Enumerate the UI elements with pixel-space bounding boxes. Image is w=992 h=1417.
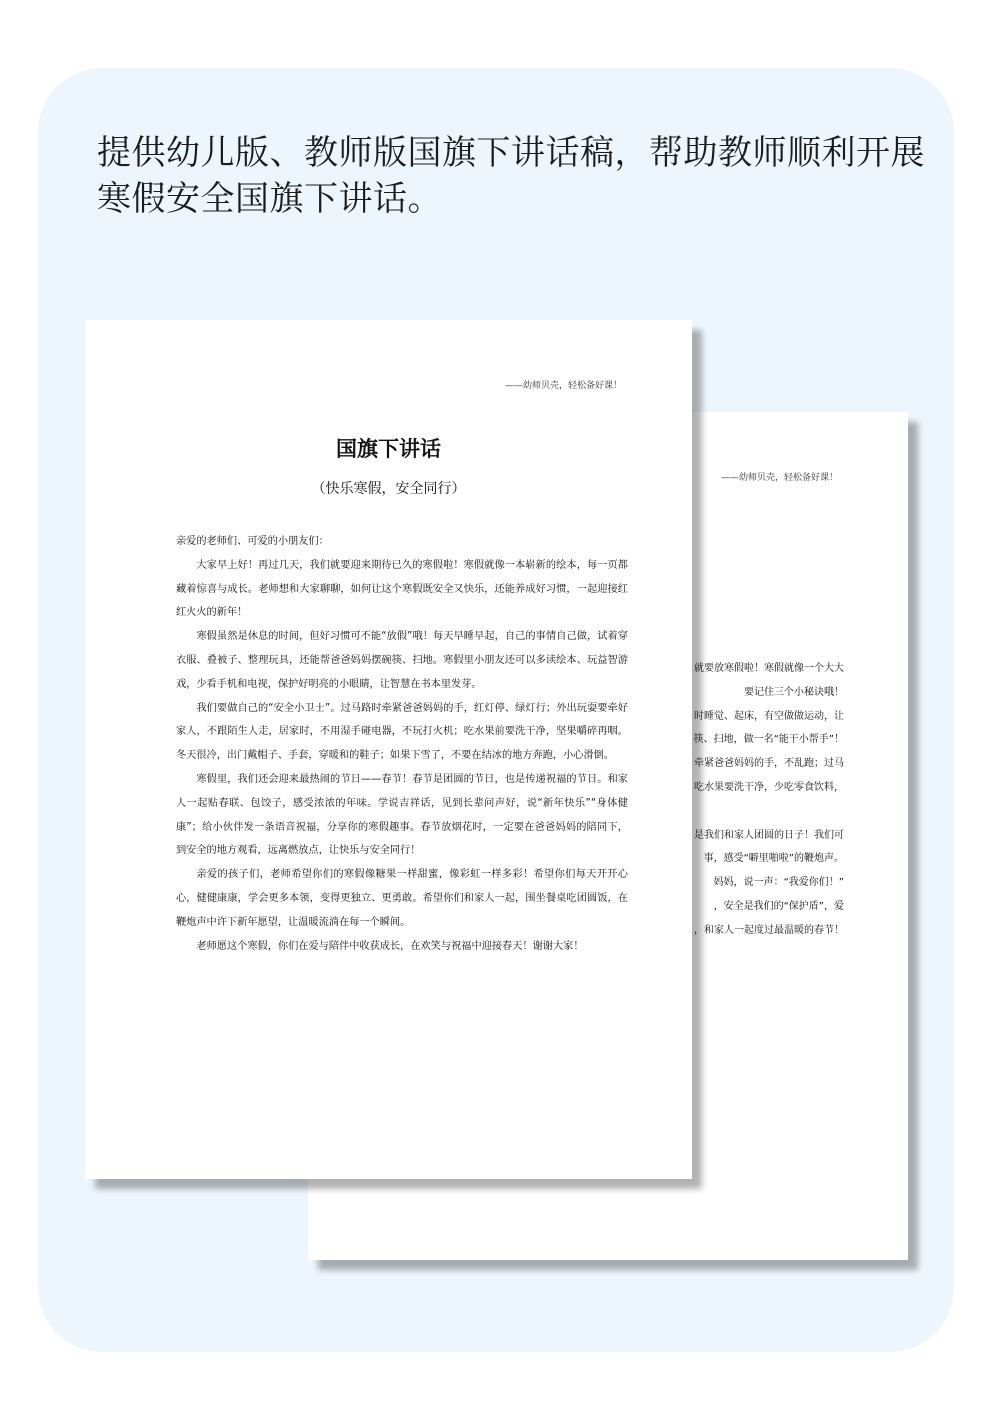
back-page-line: ，安全是我们的“保护盾”，爱 — [713, 900, 844, 912]
headline-line-2: 寒假安全国旗下讲话。 — [97, 179, 442, 219]
page-tagline: ——幼师贝壳，轻松备好课！ — [504, 381, 622, 391]
back-page-line: 是我们和家人团圆的日子！我们可 — [694, 829, 844, 841]
document-subtitle: （快乐寒假，安全同行） — [311, 481, 466, 497]
headline-line-1: 提供幼儿版、教师版国旗下讲话稿，帮助教师顺利开展 — [97, 133, 925, 173]
body-paragraph: 寒假里，我们还会迎来最热闹的节日——春节！春节是团圆的节日，也是传递祝福的节日。和家人一起贴春联、包饺子，感受浓浓的年味。学说吉祥话，见到长辈问声好，说“新年快乐”“身体健康”；给小伙伴发一条语音祝福，分享你的寒假趣事。春节放烟花时，一定要在爸爸妈妈的陪同下，到安全的地方观看，远离燃放点，让快乐与安全同行！ — [176, 773, 628, 857]
back-page-line: 要记住三个小秘诀哦！ — [744, 686, 844, 698]
body-paragraph: 大家早上好！再过几天，我们就要迎来期待已久的寒假啦！寒假就像一本崭新的绘本，每一页都藏着惊喜与成长。老师想和大家聊聊，如何让这个寒假既安全又快乐，还能养成好习惯，一起迎接红红火火的新年！ — [176, 559, 628, 619]
back-page-line: 事，感受“噼里啪啦”的鞭炮声。 — [703, 853, 844, 865]
page-tagline: ——幼师贝壳，轻松备好课！ — [720, 473, 838, 483]
document-page-front — [85, 320, 692, 1179]
body-paragraph: 寒假虽然是休息的时间，但好习惯可不能“放假”哦！每天早睡早起，自己的事情自己做，试着穿衣服、叠被子、整理玩具，还能帮爸爸妈妈摆碗筷、扫地。寒假里小朋友还可以多读绘本、玩益智游戏，少看手机和电视，保护好明亮的小眼睛，让智慧在书本里发芽。 — [176, 631, 628, 690]
back-page-line: 就要放寒假啦！寒假就像一个大大 — [694, 663, 844, 674]
back-page-line: 时睡觉、起床，有空做做运动，让 — [694, 710, 844, 722]
back-page-line: ，和家人一起度过最温暖的春节！ — [694, 924, 844, 936]
body-paragraph: 亲爱的孩子们，老师希望你们的寒假像糖果一样甜蜜，像彩虹一样多彩！希望你们每天开开心心，健健康康，学会更多本领，变得更独立、更勇敢。希望你们和家人一起，围坐餐桌吃团圆饭，在鞭炮声中许下新年愿望，让温暖流淌在每一个瞬间。 — [176, 869, 628, 928]
back-page-line: 吃水果要洗干净，少吃零食饮料， — [694, 781, 844, 793]
greeting: 亲爱的老师们、可爱的小朋友们： — [176, 536, 329, 547]
body-paragraph: 我们要做自己的“安全小卫士”。过马路时牵紧爸爸妈妈的手，红灯停、绿灯行；外出玩耍要牵好家人，不跟陌生人走，居家时，不用湿手碰电器，不玩打火机；吃水果前要洗干净，坚果嚼碎再咽。冬天很冷，出门戴帽子、手套，穿暖和的鞋子；如果下雪了，不要在结冰的地方奔跑，小心滑倒。 — [176, 702, 628, 762]
headline — [97, 130, 925, 222]
document-body — [176, 530, 628, 958]
back-page-line: 牵紧爸爸妈妈的手，不乱跑；过马 — [694, 758, 844, 770]
document-title: 国旗下讲话 — [336, 437, 441, 461]
back-page-line: 妈妈，说一声：“我爱你们！” — [713, 877, 844, 889]
body-paragraph: 老师愿这个寒假，你们在爱与陪伴中收获成长，在欢笑与祝福中迎接春天！谢谢大家！ — [196, 940, 584, 952]
back-page-line: 筷、扫地，做一名“能干小帮手”！ — [693, 734, 844, 746]
